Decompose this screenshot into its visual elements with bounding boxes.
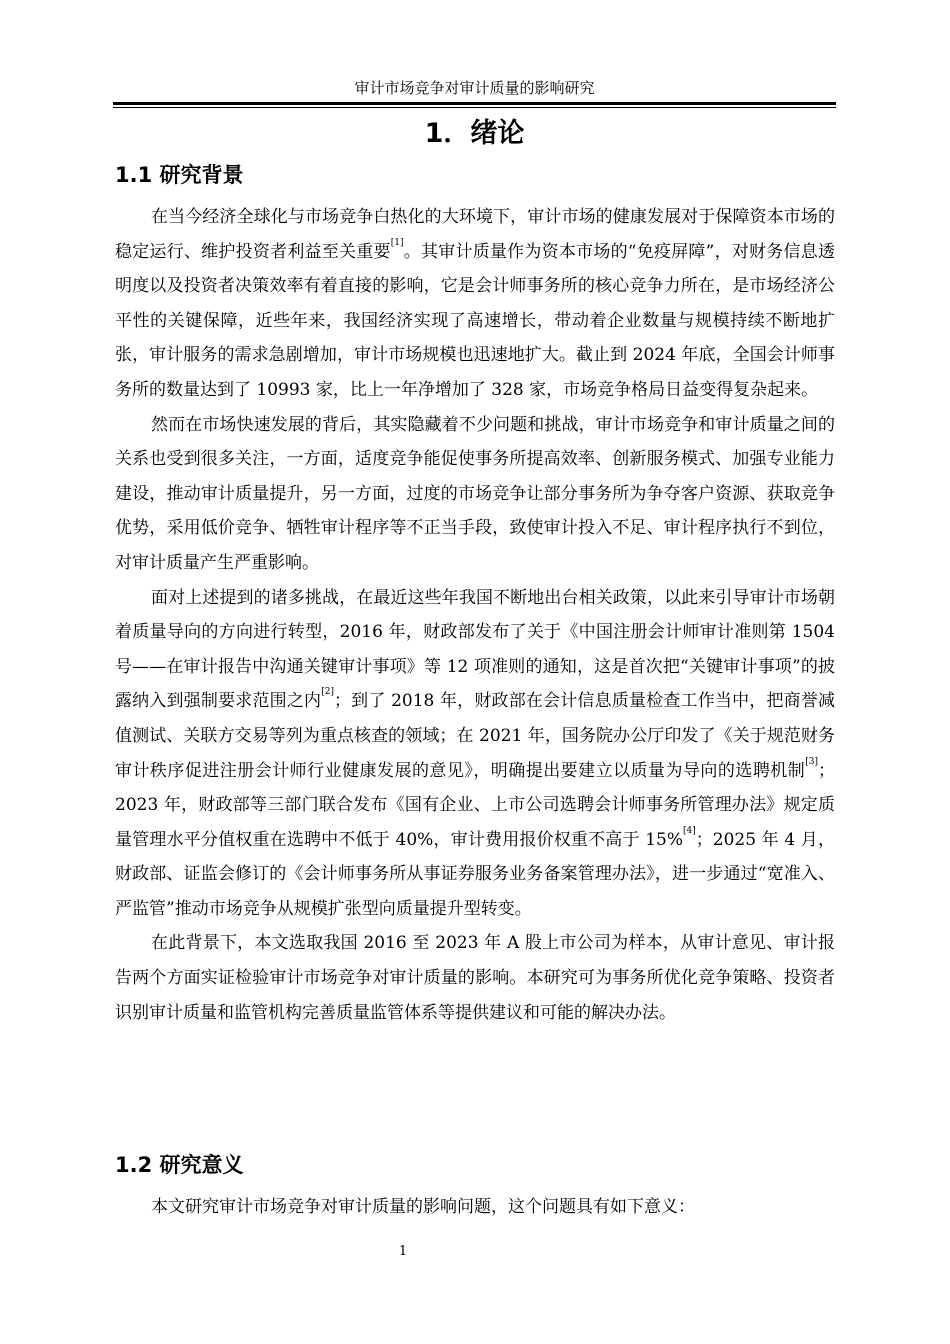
running-header: 审计市场竞争对审计质量的影响研究 (354, 79, 595, 97)
paragraph-2 (115, 408, 835, 581)
paragraph-5 (115, 1190, 835, 1225)
paragraph-text: 。其审计质量作为资本市场的“免疫屏障”，对财务信息透明度以及投资者决策效率有着直接的影响，它是会计师事务所的核心竞争力所在，是市场经济公平性的关键保障，近些年来，我国经济实现了高速增长，带动着企业数量与规模持续不断地扩张，审计服务的需求急剧增加，审计市场规模也迅速地扩大。截止到 2024 年底，全国会计师事务所的数量达到了 10993 家，比上一年净增加了 328 家，市场竞争格局日益变得复杂起来。 (115, 241, 835, 400)
citation-ref: [3] (805, 756, 818, 767)
paragraph-text: 然而在市场快速发展的背后，其实隐藏着不少问题和挑战，审计市场竞争和审计质量之间的关系也受到很多关注，一方面，适度竞争能促使事务所提高效率、创新服务模式、加强专业能力建设，推动审计质量提升，另一方面，过度的市场竞争让部分事务所为争夺客户资源、获取竞争优势，采用低价竞争、牺牲审计程序等不正当手段，致使审计投入不足、审计程序执行不到位，对审计质量产生严重影响。 (115, 414, 835, 573)
section-body-significance (115, 1190, 835, 1225)
paragraph-text: ；2025 年 4 月，财政部、证监会修订的《会计师事务所从事证券服务业务备案管理办法》，进一步通过“宽准入、严监管”推动市场竞争从规模扩张型向质量提升型转变。 (115, 829, 835, 919)
paragraph-text: 在当今经济全球化与市场竞争白热化的大环境下，审计市场的健康发展对于保障资本市场的稳定运行、维护投资者利益至关重要 (115, 207, 835, 262)
chapter-title: 1．绪论 (424, 118, 525, 149)
citation-ref: [4] (683, 825, 696, 836)
paragraph-text: 本文研究审计市场竞争对审计质量的影响问题，这个问题具有如下意义： (151, 1197, 695, 1217)
paragraph-1 (115, 200, 835, 408)
paragraph-4 (115, 926, 835, 1030)
paragraph-3 (115, 581, 835, 927)
section-body-background (115, 200, 835, 1030)
citation-ref: [1] (390, 237, 404, 248)
paragraph-text: ；2023 年，财政部等三部门联合发布《国有企业、上市公司选聘会计师事务所管理办法》规定质量管理水平分值权重在选聘中不低于 40%，审计费用报价权重不高于 15% (115, 760, 835, 850)
section-heading-significance: 1.2 研究意义 (115, 1153, 244, 1177)
paragraph-text: ；到了 2018 年，财政部在会计信息质量检查工作当中，把商誉减值测试、关联方交易等列为重点核查的领域；在 2021 年，国务院办公厅印发了《关于规范财务审计秩序促进注册会计师行业健康发展的意见》，明确提出要建立以质量为导向的选聘机制 (115, 691, 836, 781)
paragraph-text: 在此背景下，本文选取我国 2016 至 2023 年 A 股上市公司为样本，从审计意见、审计报告两个方面实证检验审计市场竞争对审计质量的影响。本研究可为事务所优化竞争策略、投资者识别审计质量和监管机构完善质量监管体系等提供建议和可能的解决办法。 (115, 933, 835, 1023)
header-rule-thin (113, 107, 836, 108)
page-number: 1 (398, 1244, 408, 1259)
header-rule-thick (113, 102, 836, 105)
paragraph-text: 面对上述提到的诸多挑战，在最近这些年我国不断地出台相关政策，以此来引导审计市场朝着质量导向的方向进行转型，2016 年，财政部发布了关于《中国注册会计师审计准则第 1504 号——在审计报告中沟通关键审计事项》等 12 项准则的通知，这是首次把“关键审计事项”的披露纳入到强制要求范围之内 (115, 587, 835, 712)
section-heading-background: 1.1 研究背景 (115, 163, 244, 187)
citation-ref: [2] (321, 687, 334, 698)
